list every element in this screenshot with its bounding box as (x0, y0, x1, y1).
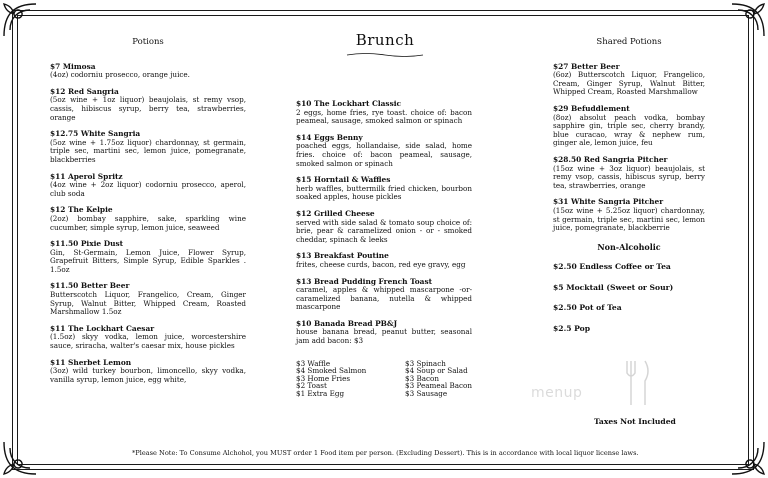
menu-item-description: Butterscotch Liquor, Frangelico, Cream, Ginger Syrup, Walnut Bitter, Whipped Cream, Roasted Marshmallow 1.5oz (50, 290, 246, 317)
menu-item-description: (3oz) wild turkey bourbon, limoncello, skyy vodka, vanilla syrup, lemon juice, egg white, (50, 366, 246, 384)
non-alcoholic-item: $2.5 Pop (553, 324, 591, 334)
menu-item-description: (4oz) codorniu prosecco, orange juice. (50, 70, 190, 80)
menu-item-name: $29 Befuddlement (553, 103, 630, 113)
cutlery-icon (531, 357, 661, 409)
sides-list (296, 360, 472, 398)
corner-ornament-icon (0, 0, 40, 40)
sides-left (296, 360, 366, 398)
menu-item (50, 325, 246, 351)
section-title-shared-potions: Shared Potions (596, 37, 662, 47)
menu-item-name: $31 White Sangria Pitcher (553, 197, 664, 207)
menu-item-name: $27 Better Beer (553, 61, 620, 71)
menu-item (50, 88, 246, 122)
menu-item (50, 63, 246, 80)
menu-item-description: 2 eggs, home fries, rye toast. choice of: bacon peameal, sausage, smoked salmon or spinach (296, 107, 472, 126)
menu-item-name: $10 Banada Bread PB&J (296, 318, 398, 328)
menu-item-description: (4oz wine + 2oz liquor) codorniu prosecco, aperol, club soda (50, 180, 246, 198)
menu-item (553, 63, 705, 97)
menu-item (296, 100, 472, 126)
side-item: $3 Sausage (405, 389, 448, 399)
menu-item (296, 210, 472, 244)
menu-item (50, 240, 246, 274)
brunch-title: Brunch (355, 31, 415, 49)
menu-item (296, 134, 472, 168)
menu-item-description: frites, cheese curds, bacon, red eye gravy, egg (296, 259, 466, 269)
menu-item-name: $12.75 White Sangria (50, 129, 141, 139)
menu-item-description: herb waffles, buttermilk fried chicken, bourbon soaked apples, house pickles (296, 183, 472, 202)
menu-item (50, 359, 246, 385)
menu-item-description: (15oz wine + 3oz liquor) beaujolais, st remy vsop, cassis, hibiscus syrup, berry tea, strawberries, orange (553, 163, 705, 190)
non-alcoholic-item: $2.50 Endless Coffee or Tea (553, 262, 671, 272)
non-alcoholic-item: $2.50 Pot of Tea (553, 303, 622, 313)
potions-list (50, 63, 246, 385)
sides-right (405, 360, 472, 398)
brunch-column (296, 100, 472, 398)
menu-item-name: $13 Breakfast Poutine (296, 251, 389, 261)
side-item: $3 Home Fries (296, 373, 351, 383)
menupages-watermark (531, 357, 661, 409)
menu-item (296, 176, 472, 202)
side-item: $4 Smoked Salmon (296, 366, 367, 376)
side-item: $3 Bacon (405, 373, 440, 383)
menu-item (553, 105, 705, 148)
menu-item (553, 198, 705, 232)
menu-item-description: poached eggs, hollandaise, side salad, home fries. choice of: bacon peameal, sausage, smoked salmon or spinach (296, 141, 472, 168)
menu-item-name: $12 The Kelpie (50, 205, 113, 215)
menu-item (50, 173, 246, 199)
non-alcoholic-item: $5 Mocktail (Sweet or Sour) (553, 282, 674, 292)
menu-item (50, 282, 246, 316)
alcohol-note: *Please Note: To Consume Alchohol, you MUST order 1 Food item per person. (Excluding Dessert). This is in accordance with local liquor license laws. (132, 449, 639, 457)
menu-item-name: $28.50 Red Sangria Pitcher (553, 154, 668, 164)
menu-item-description: (8oz) absolut peach vodka, bombay sapphire gin, triple sec, cherry brandy, blue curacao, wray & nephew rum, ginger ale, lemon juice, feu (553, 112, 705, 148)
menu-item-name: $10 The Lockhart Classic (296, 99, 402, 108)
menu-item-description: (2oz) bombay sapphire, sake, sparkling wine cucumber, simple syrup, lemon juice, seaweed (50, 213, 246, 232)
menu-item (50, 206, 246, 232)
side-item: $1 Extra Egg (296, 389, 345, 399)
menu-item-name: $12 Red Sangria (50, 86, 119, 96)
menu-item-description: (6oz) Butterscotch Liquor, Frangelico, Cream, Ginger Syrup, Walnut Bitter, Whipped Cream, Roasted Marshmallow (553, 70, 705, 97)
menu-item (296, 320, 472, 346)
menu-item-name: $11 Aperol Spritz (50, 171, 123, 181)
title-flourish-icon (345, 52, 425, 58)
corner-ornament-icon (728, 438, 768, 478)
menu-item-name: $15 Horntail & Waffles (296, 175, 391, 185)
side-item: $2 Toast (296, 381, 327, 391)
taxes-note: Taxes Not Included (594, 417, 676, 426)
side-item: $3 Peameal Bacon (405, 381, 472, 391)
shared-potions-list (553, 63, 705, 233)
side-item: $4 Soup or Salad (405, 366, 468, 376)
corner-ornament-icon (0, 438, 40, 478)
menu-item-name: $11.50 Pixie Dust (50, 239, 124, 249)
menu-item-description: (5oz wine + 1oz liquor) beaujolais, st remy vsop, cassis, hibiscus syrup, berry tea, strawberries, orange (50, 95, 246, 122)
brunch-list (296, 100, 472, 346)
menu-item-name: $13 Bread Pudding French Toast (296, 276, 433, 286)
watermark-text: menup (531, 385, 583, 401)
menu-item-name: $11.50 Better Beer (50, 281, 130, 291)
menu-item-name: $14 Eggs Benny (296, 132, 363, 142)
shared-potions-column (553, 38, 705, 346)
menu-item-description: caramel, apples & whipped mascarpone -or- caramelized banana, nutella & whipped mascarpone (296, 285, 472, 312)
side-item: $3 Waffle (296, 358, 331, 368)
non-alcoholic-list (553, 263, 705, 333)
menu-item (553, 156, 705, 190)
section-title-non-alcoholic: Non-Alcoholic (597, 241, 661, 252)
menu-item-description: Gin, St-Germain, Lemon Juice, Flower Syrup, Grapefruit Bitters, Simple Syrup, Edible Sparkles . 1.5oz (50, 247, 246, 274)
menu-item (296, 252, 472, 269)
menu-item (296, 278, 472, 312)
menu-item-name: $12 Grilled Cheese (296, 208, 375, 218)
menu-item (50, 130, 246, 164)
side-item: $3 Spinach (405, 358, 446, 368)
menu-item-description: (1.5oz) skyy vodka, lemon juice, worcestershire sauce, sriracha, walter's caesar mix, house pickles (50, 332, 246, 351)
menu-item-description: (5oz wine + 1.75oz liquor) chardonnay, st germain, triple sec, martini sec, lemon juice, pomegranate, blackberries (50, 137, 246, 164)
menu-item-name: $11 Sherbet Lemon (50, 357, 132, 367)
corner-ornament-icon (728, 0, 768, 40)
menu-item-name: $7 Mimosa (50, 61, 96, 71)
menu-item-description: (15oz wine + 5.25oz liquor) chardonnay, st germain, triple sec, martini sec, lemon juice, pomegranate, blackberrie (553, 205, 705, 233)
menu-item-description: served with side salad & tomato soup choice of: brie, pear & caramelized onion - or - smoked cheddar, spinach & leeks (296, 217, 472, 244)
menu-item-description: house banana bread, peanut butter, seasonal jam add bacon: $3 (296, 327, 472, 346)
section-title-potions: Potions (132, 37, 164, 47)
potions-column (50, 38, 246, 392)
menu-item-name: $11 The Lockhart Caesar (50, 323, 155, 333)
